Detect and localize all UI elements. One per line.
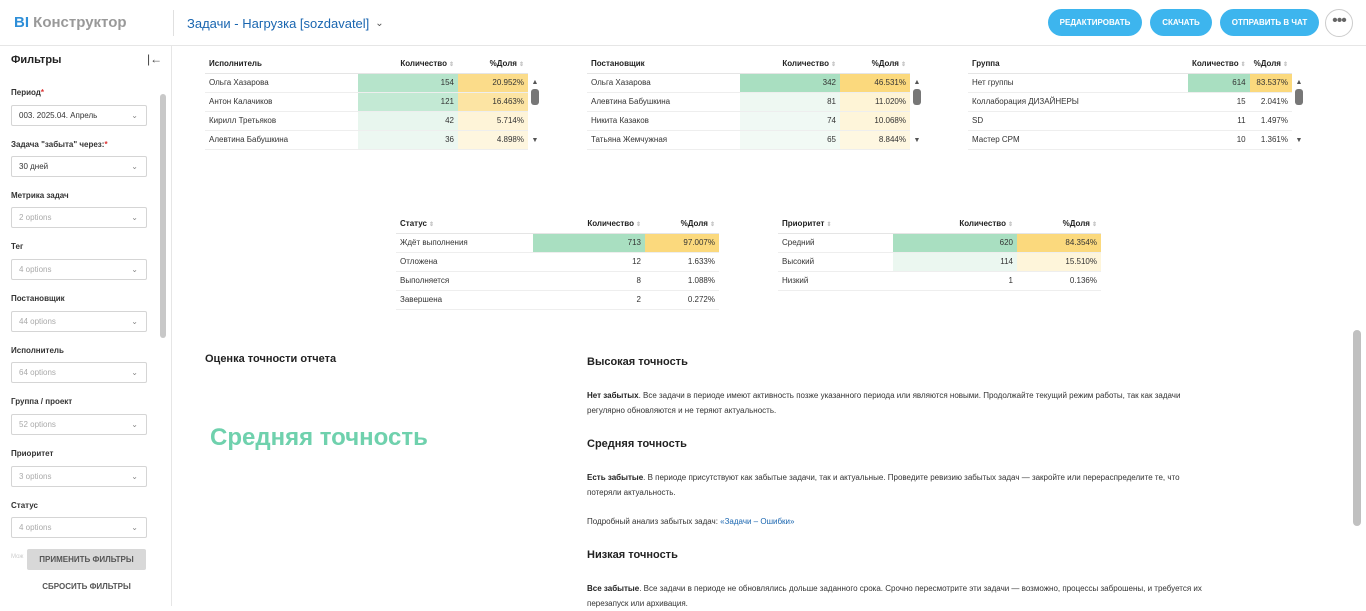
table-cell: 1.361% xyxy=(1250,130,1292,149)
table-cell: Алевтина Бабушкина xyxy=(205,130,358,149)
column-header[interactable]: Группа xyxy=(968,55,1188,73)
scrollbar-thumb xyxy=(1295,89,1303,105)
status-select[interactable]: 4 options ⌄ xyxy=(11,517,147,538)
medium-accuracy-text: Есть забытые. В периоде присутствуют как забытые задачи, так и актуальные. Проведите ревизию забытых задач — закройте или перераспределите те, что потеряли актуальность. xyxy=(587,473,1180,497)
reset-filters-button[interactable]: СБРОСИТЬ ФИЛЬТРЫ xyxy=(42,582,131,591)
column-header[interactable]: Постановщик xyxy=(587,55,740,73)
arrow-down-icon: ▼ xyxy=(531,137,539,144)
table-cell: 16.463% xyxy=(458,92,528,111)
table-row[interactable] xyxy=(205,73,528,92)
chevron-down-icon: ⌄ xyxy=(131,162,138,171)
chevron-down-icon: ⌄ xyxy=(131,368,138,377)
chevron-down-icon: ⌄ xyxy=(131,317,138,326)
group-table xyxy=(968,55,1292,150)
high-accuracy-title: Высокая точность xyxy=(587,356,688,368)
table-header-row xyxy=(396,215,719,233)
table-row[interactable] xyxy=(968,111,1292,130)
table-cell: Антон Калачиков xyxy=(205,92,358,111)
task-metric-select[interactable]: 2 options ⌄ xyxy=(11,207,147,228)
arrow-up-icon: ▲ xyxy=(1295,79,1303,86)
chevron-down-icon: ⌄ xyxy=(131,472,138,481)
table-cell: 121 xyxy=(358,92,458,111)
arrow-up-icon: ▲ xyxy=(913,79,921,86)
column-header[interactable]: Количество ⇕ xyxy=(893,215,1017,233)
table-cell: 97.007% xyxy=(645,233,719,252)
table-row[interactable] xyxy=(968,73,1292,92)
table-cell: Отложена xyxy=(396,252,533,271)
filter-label-status: Статус xyxy=(11,501,38,510)
table-cell: Мастер CPM xyxy=(968,130,1188,149)
low-accuracy-text: Все забытые. Все задачи в периоде не обновлялись дольше заданного срока. Срочно пересмотрите эти задачи — возможно, процессы заброшены, и требуется их перезапуск или архивация. xyxy=(587,584,1202,608)
medium-accuracy-title: Средняя точность xyxy=(587,438,687,450)
table-cell: 1 xyxy=(893,271,1017,290)
table-row[interactable] xyxy=(205,111,528,130)
dashboard-title: Задачи - Нагрузка [sozdavatel] xyxy=(187,16,370,31)
column-header[interactable]: Количество ⇕ xyxy=(533,215,645,233)
apply-filters-button[interactable]: ПРИМЕНИТЬ ФИЛЬТРЫ xyxy=(27,549,146,570)
table-cell: Высокий xyxy=(778,252,893,271)
table-cell: 2 xyxy=(533,290,645,309)
table-cell: 1.497% xyxy=(1250,111,1292,130)
table-cell: Алевтина Бабушкина xyxy=(587,92,740,111)
table-cell: 36 xyxy=(358,130,458,149)
table-cell: 81 xyxy=(740,92,840,111)
table-cell: 10 xyxy=(1188,130,1250,149)
filter-label-period: Период* xyxy=(11,88,44,97)
arrow-down-icon: ▼ xyxy=(1295,137,1303,144)
table-scrollbar[interactable] xyxy=(1294,79,1304,145)
collapse-left-icon[interactable]: |← xyxy=(147,52,163,66)
chevron-down-icon: ⌄ xyxy=(131,523,138,532)
executor-select[interactable]: 64 options ⌄ xyxy=(11,362,147,383)
table-row[interactable] xyxy=(587,111,910,130)
analysis-link[interactable]: «Задачи – Ошибки» xyxy=(720,517,795,526)
table-cell: 10.068% xyxy=(840,111,910,130)
column-header[interactable]: Количество ⇕ xyxy=(358,55,458,73)
table-cell: Нет группы xyxy=(968,73,1188,92)
table-cell: Кирилл Третьяков xyxy=(205,111,358,130)
forgotten-after-select[interactable]: 30 дней ⌄ xyxy=(11,156,147,177)
table-cell: 614 xyxy=(1188,73,1250,92)
table-row[interactable] xyxy=(205,130,528,149)
table-cell: Ольга Хазарова xyxy=(587,73,740,92)
table-cell: 4.898% xyxy=(458,130,528,149)
filter-label-tag: Тег xyxy=(11,242,24,251)
table-cell: 713 xyxy=(533,233,645,252)
table-row[interactable] xyxy=(587,130,910,149)
table-row[interactable] xyxy=(587,92,910,111)
table-cell: Низкий xyxy=(778,271,893,290)
arrow-down-icon: ▼ xyxy=(913,137,921,144)
sidebar-scrollbar[interactable] xyxy=(160,94,166,338)
header-divider xyxy=(173,10,174,36)
group-select[interactable]: 52 options ⌄ xyxy=(11,414,147,435)
table-row[interactable] xyxy=(396,252,719,271)
executor-table xyxy=(205,55,528,150)
filter-label-forgotten-after: Задача "забыта" через:* xyxy=(11,140,108,149)
table-header-row xyxy=(778,215,1101,233)
table-cell: 1.088% xyxy=(645,271,719,290)
column-header[interactable]: %Доля ⇕ xyxy=(645,215,719,233)
table-cell: 1.633% xyxy=(645,252,719,271)
chevron-down-icon: ⌄ xyxy=(131,265,138,274)
dashboard-title-dropdown[interactable] xyxy=(187,16,384,31)
column-header[interactable]: Количество ⇕ xyxy=(740,55,840,73)
table-cell: 11.020% xyxy=(840,92,910,111)
table-cell: 114 xyxy=(893,252,1017,271)
column-header[interactable]: Количество ⇕ xyxy=(1188,55,1250,73)
column-header[interactable]: %Доля ⇕ xyxy=(1017,215,1101,233)
table-cell: 620 xyxy=(893,233,1017,252)
table-cell: 8.844% xyxy=(840,130,910,149)
chevron-down-icon: ⌄ xyxy=(131,213,138,222)
table-scrollbar[interactable] xyxy=(530,79,540,145)
filter-label-executor: Исполнитель xyxy=(11,346,64,355)
filter-label-group: Группа / проект xyxy=(11,397,73,406)
table-cell: Ждёт выполнения xyxy=(396,233,533,252)
table-cell: 11 xyxy=(1188,111,1250,130)
table-header-row xyxy=(205,55,528,73)
table-cell: Средний xyxy=(778,233,893,252)
column-header[interactable]: %Доля ⇕ xyxy=(458,55,528,73)
column-header[interactable]: Приоритет ⇕ xyxy=(778,215,893,233)
filter-label-setter: Постановщик xyxy=(11,294,65,303)
table-cell: Никита Казаков xyxy=(587,111,740,130)
table-cell: 20.952% xyxy=(458,73,528,92)
table-cell: 46.531% xyxy=(840,73,910,92)
table-row[interactable] xyxy=(396,290,719,309)
edit-button[interactable]: РЕДАКТИРОВАТЬ xyxy=(1048,9,1142,36)
more-options-icon[interactable]: ••• xyxy=(1325,9,1353,37)
filters-title: Фильтры xyxy=(11,54,62,66)
table-cell: 154 xyxy=(358,73,458,92)
table-cell: SD xyxy=(968,111,1188,130)
table-cell: Ольга Хазарова xyxy=(205,73,358,92)
arrow-up-icon: ▲ xyxy=(531,79,539,86)
table-header-row xyxy=(968,55,1292,73)
table-cell: 2.041% xyxy=(1250,92,1292,111)
table-cell: 83.537% xyxy=(1250,73,1292,92)
table-cell: 8 xyxy=(533,271,645,290)
column-header[interactable]: %Доля ⇕ xyxy=(1250,55,1292,73)
table-cell: Коллаборация ДИЗАЙНЕРЫ xyxy=(968,92,1188,111)
period-select[interactable]: 003. 2025.04. Апрель ⌄ xyxy=(11,105,147,126)
table-cell: 84.354% xyxy=(1017,233,1101,252)
column-header[interactable]: Исполнитель xyxy=(205,55,358,73)
table-row[interactable] xyxy=(968,92,1292,111)
chevron-down-icon: ⌄ xyxy=(131,111,138,120)
accuracy-section-title: Оценка точности отчета xyxy=(205,353,337,365)
table-row[interactable] xyxy=(778,252,1101,271)
table-cell: 0.272% xyxy=(645,290,719,309)
app-logo[interactable]: BI Конструктор xyxy=(14,14,127,31)
table-row[interactable] xyxy=(778,233,1101,252)
table-cell: Завершена xyxy=(396,290,533,309)
tag-select[interactable]: 4 options ⌄ xyxy=(11,259,147,280)
status-table xyxy=(396,215,719,310)
send-to-chat-button[interactable]: ОТПРАВИТЬ В ЧАТ xyxy=(1220,9,1319,36)
filter-label-partial: Мож xyxy=(11,554,24,560)
table-row[interactable] xyxy=(205,92,528,111)
table-row[interactable] xyxy=(396,233,719,252)
low-accuracy-title: Низкая точность xyxy=(587,549,678,561)
high-accuracy-text: Нет забытых. Все задачи в периоде имеют активность позже указанного периода или являются новыми. Продолжайте текущий режим работы, так как задачи регулярно обновляются и не теряют актуальность. xyxy=(587,391,1181,415)
priority-table xyxy=(778,215,1101,291)
table-cell: 15 xyxy=(1188,92,1250,111)
table-cell: Татьяна Жемчужная xyxy=(587,130,740,149)
table-scrollbar[interactable] xyxy=(912,79,922,145)
table-row[interactable] xyxy=(778,271,1101,290)
table-row[interactable] xyxy=(396,271,719,290)
table-cell: 15.510% xyxy=(1017,252,1101,271)
filter-label-priority: Приоритет xyxy=(11,449,54,458)
scrollbar-thumb xyxy=(531,89,539,105)
setter-table xyxy=(587,55,910,150)
analysis-text: Подробный анализ забытых задач: «Задачи – Ошибки» xyxy=(587,517,795,526)
setter-select[interactable]: 44 options ⌄ xyxy=(11,311,147,332)
filter-label-task-metric: Метрика задач xyxy=(11,191,69,200)
table-cell: 12 xyxy=(533,252,645,271)
accuracy-value: Средняя точность xyxy=(210,424,428,451)
download-button[interactable]: СКАЧАТЬ xyxy=(1150,9,1212,36)
chevron-down-icon: ⌄ xyxy=(131,420,138,429)
table-header-row xyxy=(587,55,910,73)
table-cell: 42 xyxy=(358,111,458,130)
table-cell: Выполняется xyxy=(396,271,533,290)
table-cell: 65 xyxy=(740,130,840,149)
column-header[interactable]: Статус ⇕ xyxy=(396,215,533,233)
table-cell: 0.136% xyxy=(1017,271,1101,290)
table-cell: 5.714% xyxy=(458,111,528,130)
table-row[interactable] xyxy=(968,130,1292,149)
table-cell: 74 xyxy=(740,111,840,130)
table-row[interactable] xyxy=(587,73,910,92)
priority-select[interactable]: 3 options ⌄ xyxy=(11,466,147,487)
top-header xyxy=(0,0,1366,46)
scrollbar-thumb xyxy=(913,89,921,105)
chevron-down-icon: ⌄ xyxy=(375,18,384,29)
main-scrollbar[interactable] xyxy=(1353,330,1361,526)
table-cell: 342 xyxy=(740,73,840,92)
column-header[interactable]: %Доля ⇕ xyxy=(840,55,910,73)
